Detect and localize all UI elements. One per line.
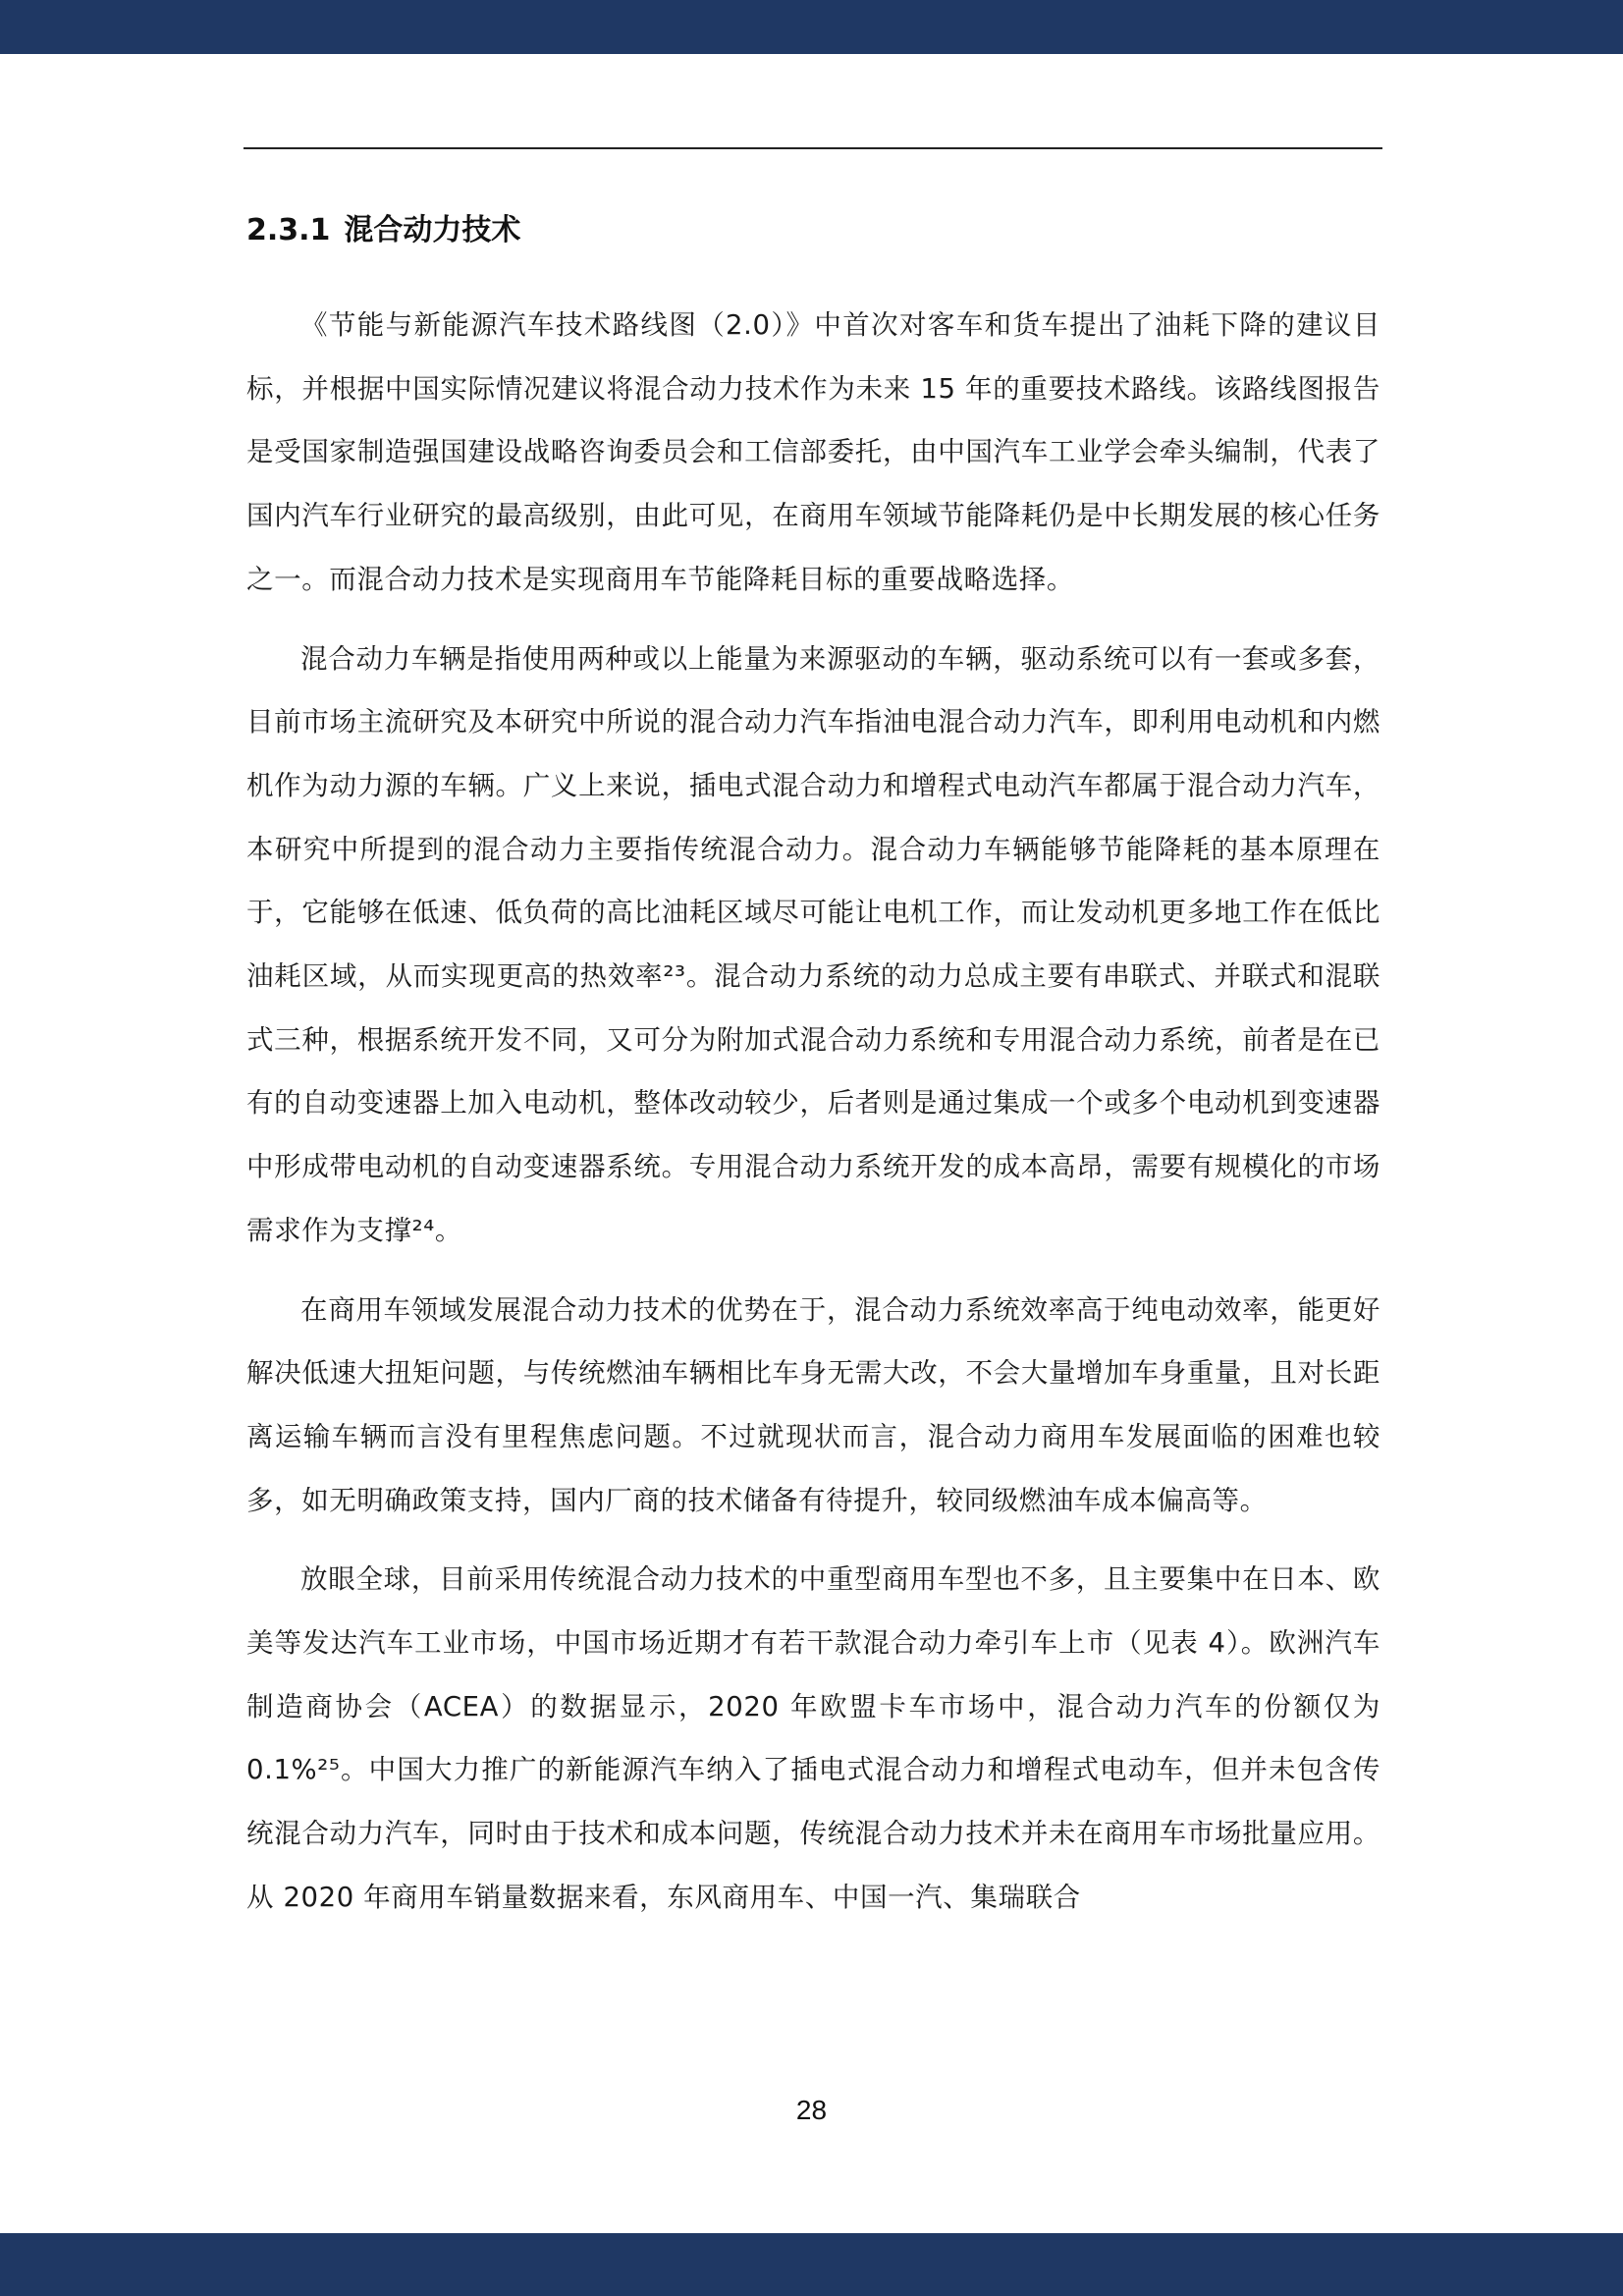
- header-rule: [243, 147, 1382, 149]
- paragraph-hybrid-definition: 混合动力车辆是指使用两种或以上能量为来源驱动的车辆，驱动系统可以有一套或多套，目前市场主流研究及本研究中所说的混合动力汽车指油电混合动力汽车，即利用电动机和内燃机作为动力源的车辆。广义上来说，插电式混合动力和增程式电动汽车都属于混合动力汽车，本研究中所提到的混合动力主要指传统混合动力。混合动力车辆能够节能降耗的基本原理在于，它能够在低速、低负荷的高比油耗区域尽可能让电机工作，而让发动机更多地工作在低比油耗区域，从而实现更高的热效率²³。混合动力系统的动力总成主要有串联式、并联式和混联式三种，根据系统开发不同，又可分为附加式混合动力系统和专用混合动力系统，前者是在已有的自动变速器上加入电动机，整体改动较少，后者则是通过集成一个或多个电动机到变速器中形成带电动机的自动变速器系统。专用混合动力系统开发的成本高昂，需要有规模化的市场需求作为支撑²⁴。: [246, 642, 1380, 1246]
- paragraph-roadmap: 《节能与新能源汽车技术路线图（2.0）》中首次对客车和货车提出了油耗下降的建议目标，并根据中国实际情况建议将混合动力技术作为未来 15 年的重要技术路线。该路线图报告是受国家制造强国建设战略咨询委员会和工信部委托，由中国汽车工业学会牵头编制，代表了国内汽车行业研究的最高级别，由此可见，在商用车领域节能降耗仍是中长期发展的核心任务之一。而混合动力技术是实现商用车节能降耗目标的重要战略选择。: [246, 309, 1380, 595]
- paragraph-advantages: 在商用车领域发展混合动力技术的优势在于，混合动力系统效率高于纯电动效率，能更好解决低速大扭矩问题，与传统燃油车辆相比车身无需大改，不会大量增加车身重量，且对长距离运输车辆而言没有里程焦虑问题。不过就现状而言，混合动力商用车发展面临的困难也较多，如无明确政策支持，国内厂商的技术储备有待提升，较同级燃油车成本偏高等。: [246, 1293, 1380, 1516]
- bottom-color-band: [0, 2233, 1623, 2296]
- page-body: [246, 201, 1380, 1945]
- section-number: 2.3.1: [246, 213, 331, 247]
- page-number: 28: [795, 2095, 828, 2125]
- section-heading: [246, 201, 1380, 260]
- paragraph-global-outlook: 放眼全球，目前采用传统混合动力技术的中重型商用车型也不多，且主要集中在日本、欧美等发达汽车工业市场，中国市场近期才有若干款混合动力牵引车上市（见表 4）。欧洲汽车制造商协会（ACEA）的数据显示，2020 年欧盟卡车市场中，混合动力汽车的份额仅为 0.1%²⁵。中国大力推广的新能源汽车纳入了插电式混合动力和增程式电动车，但并未包含传统混合动力汽车，同时由于技术和成本问题，传统混合动力技术并未在商用车市场批量应用。从 2020 年商用车销量数据来看，东风商用车、中国一汽、集瑞联合: [246, 1563, 1380, 1913]
- section-title: 混合动力技术: [344, 213, 521, 247]
- top-color-band: [0, 0, 1623, 54]
